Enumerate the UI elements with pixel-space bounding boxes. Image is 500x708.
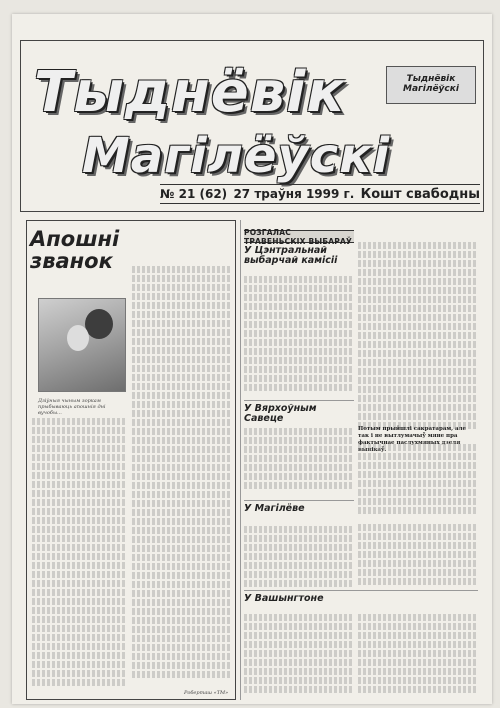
headline-cvk: У Цэнтральнай выбарчай камісіі [244,245,338,266]
photo-face [67,325,89,351]
left-text-column-1 [32,418,126,698]
text-right-column [358,242,478,438]
divider-1 [244,400,354,401]
issue-number: № 21 (62) [160,187,228,201]
left-story-title: Апошні званок [30,227,120,273]
newspaper-page [12,14,492,704]
column-divider [240,220,241,700]
mini-logo-top: Тыднёвік [406,74,456,85]
headline-washington: У Вашынгтоне [244,593,324,604]
text-supreme-council [244,428,354,494]
photo-caption: Дзіўныя чыным зоркам прыбываюць апошнія дні вучобы... [38,398,106,416]
issue-bar [160,184,480,204]
masthead [28,50,484,196]
left-story-header [30,228,130,278]
headline-mogilev: У Магілёве [244,503,305,514]
masthead-title-bottom: Магілёўскі [82,128,391,184]
photo-cap [85,309,113,339]
mini-logo-bottom: Магілёўскі [403,84,459,94]
masthead-title-top: Тыднёвік [34,60,346,125]
section-header: РОЗГАЛАС ТРАВЕНЬСКІХ ВЫБАРАЎ [244,230,354,243]
text-right-column-2 [358,444,478,516]
divider-3 [244,590,478,591]
text-mogilev [244,526,354,592]
divider-2 [244,500,354,501]
story-photo [38,298,126,392]
issue-date: 27 траўня 1999 г. [233,187,355,201]
issue-price: Кошт свабодны [360,186,480,202]
text-washington [244,614,354,698]
mini-logo [386,66,476,104]
headline-supreme-council: У Вярхоўным Савеце [244,403,317,424]
text-cvk [244,276,354,396]
text-right-column-4 [358,614,478,698]
left-text-column-2 [132,266,232,698]
bold-note: Потым прыйшлі сакратарам, але так і не вытлумачыў мяне пра фактычнае паслухмяных дзеля вынікаў. [358,426,466,453]
text-right-column-3 [358,524,478,592]
left-story-byline: Роберташ «ТМ» [184,690,229,696]
